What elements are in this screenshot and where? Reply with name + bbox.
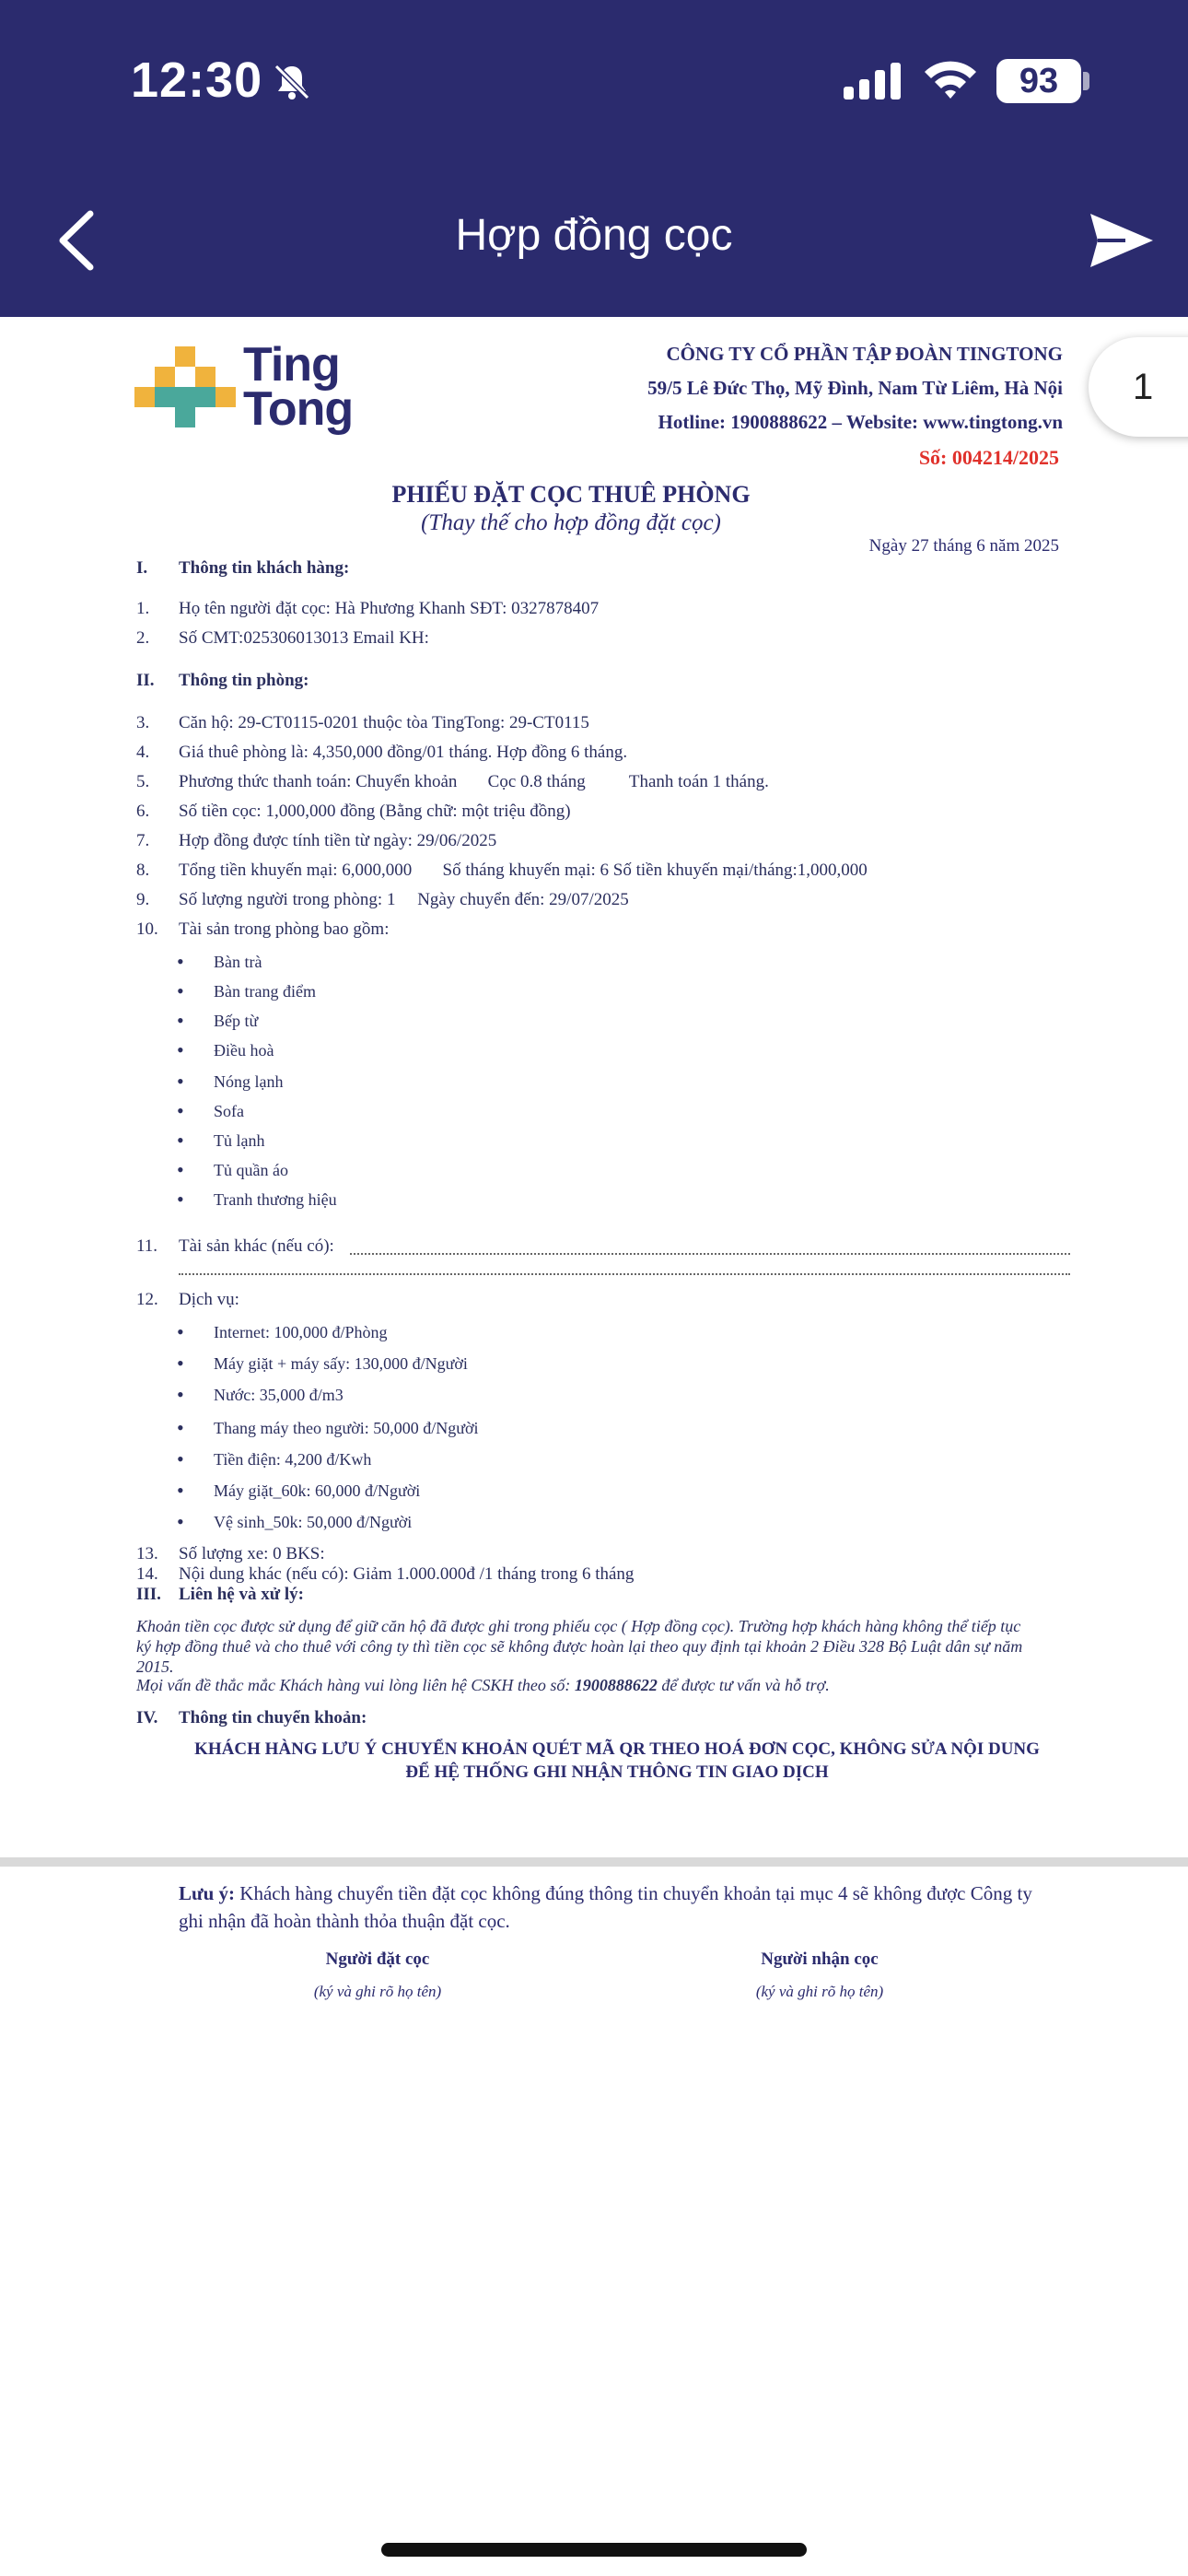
item-row	[136, 831, 496, 851]
document-number: Số: 004214/2025	[918, 446, 1059, 469]
contact-text: Mọi vấn đề thắc mắc Khách hàng vui lòng liên hệ CSKH theo số:	[136, 1676, 575, 1694]
item-text: Căn hộ: 29-CT0115-0201 thuộc tòa TingTong: 29-CT0115	[179, 713, 589, 732]
company-name: CÔNG TY CỔ PHẦN TẬP ĐOÀN TINGTONG	[666, 343, 1063, 365]
item-row	[136, 1290, 239, 1310]
company-address: 59/5 Lê Đức Thọ, Mỹ Đình, Nam Từ Liêm, Hà Nội	[647, 377, 1063, 399]
section-title: Liên hệ và xử lý:	[179, 1585, 304, 1604]
service-item: • Nước: 35,000 đ/m3	[214, 1386, 344, 1405]
battery-cap	[1083, 72, 1089, 90]
note-label: Lưu ý:	[179, 1882, 236, 1904]
item-row	[136, 802, 571, 822]
item-text: Số tiền cọc: 1,000,000 đồng (Bằng chữ: một triệu đồng)	[179, 802, 571, 821]
section-room-info	[136, 671, 309, 691]
logo-text-ting: Ting	[243, 338, 340, 392]
item-row	[136, 628, 429, 649]
note-paragraph	[179, 1879, 1044, 1935]
signer-right-hint: (ký và ghi rõ họ tên)	[755, 1983, 884, 2000]
section-title: Thông tin khách hàng:	[179, 558, 350, 578]
document-date: Ngày 27 tháng 6 năm 2025	[868, 536, 1059, 556]
item-number: 12.	[136, 1290, 158, 1309]
item-number: 4.	[136, 743, 150, 762]
asset-item: • Tủ quần áo	[214, 1161, 288, 1180]
item-text: Số lượng xe: 0 BKS:	[179, 1544, 325, 1563]
section-contact	[136, 1585, 304, 1605]
section-number: IV.	[136, 1708, 158, 1727]
item-row	[136, 743, 627, 763]
contact-text-end: để được tư vấn và hỗ trợ.	[657, 1676, 830, 1694]
company-hotline: Hotline: 1900888622 – Website: www.tingtong.vn	[658, 411, 1063, 433]
item-number: 11.	[136, 1236, 158, 1256]
section-number: II.	[136, 671, 155, 690]
asset-item: • Điều hoà	[214, 1041, 274, 1060]
item-number: 6.	[136, 802, 150, 821]
contact-phone: 1900888622	[574, 1676, 658, 1694]
item-text: Số CMT:025306013013 Email KH:	[179, 628, 429, 648]
signer-right-label: Người nhận cọc	[761, 1950, 879, 1969]
item-number: 14.	[136, 1564, 158, 1584]
item-row	[136, 599, 599, 619]
asset-item: • Tủ lạnh	[214, 1131, 265, 1151]
service-item: • Máy giặt + máy sấy: 130,000 đ/Người	[214, 1354, 468, 1374]
section-customer-info	[136, 558, 349, 579]
dotted-fill-line	[350, 1253, 1070, 1255]
item-text: Tài sản khác (nếu có):	[179, 1236, 334, 1256]
item-row	[136, 713, 589, 733]
item-row	[136, 919, 390, 940]
item-text: Tổng tiền khuyến mại: 6,000,000 Số tháng khuyến mại: 6 Số tiền khuyến mại/tháng:1,000,000	[179, 861, 868, 880]
bell-muted-icon	[271, 61, 313, 103]
item-text: Phương thức thanh toán: Chuyển khoản Cọc 0.8 tháng Thanh toán 1 tháng.	[179, 772, 769, 791]
signer-left-label: Người đặt cọc	[325, 1950, 430, 1969]
app-header	[0, 0, 1188, 317]
page-title: Hợp đồng cọc	[455, 211, 733, 260]
page-counter: 1	[1089, 337, 1188, 437]
asset-item: • Bàn trang điểm	[214, 982, 316, 1001]
item-number: 10.	[136, 919, 158, 939]
item-text: Nội dung khác (nếu có): Giảm 1.000.000đ /1 tháng trong 6 tháng	[179, 1564, 635, 1584]
status-time: 12:30	[131, 53, 263, 108]
item-row	[136, 1236, 334, 1257]
item-number: 5.	[136, 772, 150, 791]
item-text: Họ tên người đặt cọc: Hà Phương Khanh SĐT: 0327878407	[179, 599, 600, 618]
battery-indicator: 93	[996, 59, 1081, 103]
item-number: 9.	[136, 890, 150, 909]
item-number: 3.	[136, 713, 150, 732]
asset-item: • Nóng lạnh	[214, 1072, 284, 1092]
asset-item: • Tranh thương hiệu	[214, 1190, 337, 1210]
signer-left-hint: (ký và ghi rõ họ tên)	[313, 1983, 442, 2000]
transfer-notice-line1: KHÁCH HÀNG LƯU Ý CHUYỂN KHOẢN QUÉT MÃ QR THEO HOÁ ĐƠN CỌC, KHÔNG SỬA NỘI DUNG	[194, 1739, 1040, 1759]
logo-text-tong: Tong	[243, 382, 354, 436]
item-text: Dịch vụ:	[179, 1290, 239, 1309]
service-item: • Thang máy theo người: 50,000 đ/Người	[214, 1419, 479, 1438]
asset-item: • Sofa	[214, 1102, 244, 1121]
section-transfer	[136, 1708, 367, 1728]
item-number: 13.	[136, 1544, 158, 1563]
item-text: Tài sản trong phòng bao gồm:	[179, 919, 390, 939]
item-row	[136, 1544, 325, 1564]
section-number: III.	[136, 1585, 161, 1604]
note-text: Khách hàng chuyển tiền đặt cọc không đúng thông tin chuyển khoản tại mục 4 sẽ không được Công ty ghi nhận đã hoàn thành thỏa thuận đặt cọc.	[179, 1882, 1032, 1932]
service-item: • Internet: 100,000 đ/Phòng	[214, 1323, 387, 1342]
send-icon[interactable]	[1089, 210, 1155, 271]
item-number: 1.	[136, 599, 150, 618]
item-number: 2.	[136, 628, 150, 648]
section-title: Thông tin phòng:	[179, 671, 309, 690]
dotted-fill-line	[179, 1273, 1070, 1275]
section-number: I.	[136, 558, 148, 578]
asset-item: • Bàn trà	[214, 953, 262, 972]
cellular-signal-icon	[842, 61, 906, 101]
document-title: PHIẾU ĐẶT CỌC THUÊ PHÒNG	[391, 481, 751, 508]
item-row	[136, 890, 629, 910]
transfer-notice-line2: ĐỂ HỆ THỐNG GHI NHẬN THÔNG TIN GIAO DỊCH	[405, 1762, 829, 1782]
item-number: 7.	[136, 831, 150, 850]
page-divider	[0, 1857, 1188, 1867]
service-item: • Tiền điện: 4,200 đ/Kwh	[214, 1450, 371, 1469]
contact-line	[136, 1675, 1039, 1695]
item-row	[136, 1564, 634, 1585]
item-text: Hợp đồng được tính tiền từ ngày: 29/06/2025	[179, 831, 497, 850]
item-row	[136, 772, 769, 792]
asset-item: • Bếp từ	[214, 1012, 258, 1031]
item-row	[136, 861, 868, 881]
contact-paragraph: Khoản tiền cọc được sử dụng để giữ căn hộ đã được ghi trong phiếu cọc ( Hợp đồng cọc). Trường hợp khách hàng không thể tiếp tục ký hợp đồng thuê và cho thuê với công ty thì tiền cọc sẽ không được hoàn lại theo quy định tại khoản 2 Điều 328 Bộ Luật dân sự năm 2015.	[136, 1617, 1023, 1676]
home-indicator[interactable]	[381, 2543, 807, 2557]
section-title: Thông tin chuyển khoản:	[179, 1708, 367, 1727]
service-item: • Vệ sinh_50k: 50,000 đ/Người	[214, 1513, 412, 1532]
item-text: Giá thuê phòng là: 4,350,000 đồng/01 tháng. Hợp đồng 6 tháng.	[179, 743, 628, 762]
wifi-icon	[921, 57, 980, 101]
service-item: • Máy giặt_60k: 60,000 đ/Người	[214, 1481, 420, 1501]
document-subtitle: (Thay thế cho hợp đồng đặt cọc)	[421, 510, 721, 535]
item-text: Số lượng người trong phòng: 1 Ngày chuyển đến: 29/07/2025	[179, 890, 629, 909]
company-info	[647, 337, 1063, 439]
item-number: 8.	[136, 861, 150, 880]
